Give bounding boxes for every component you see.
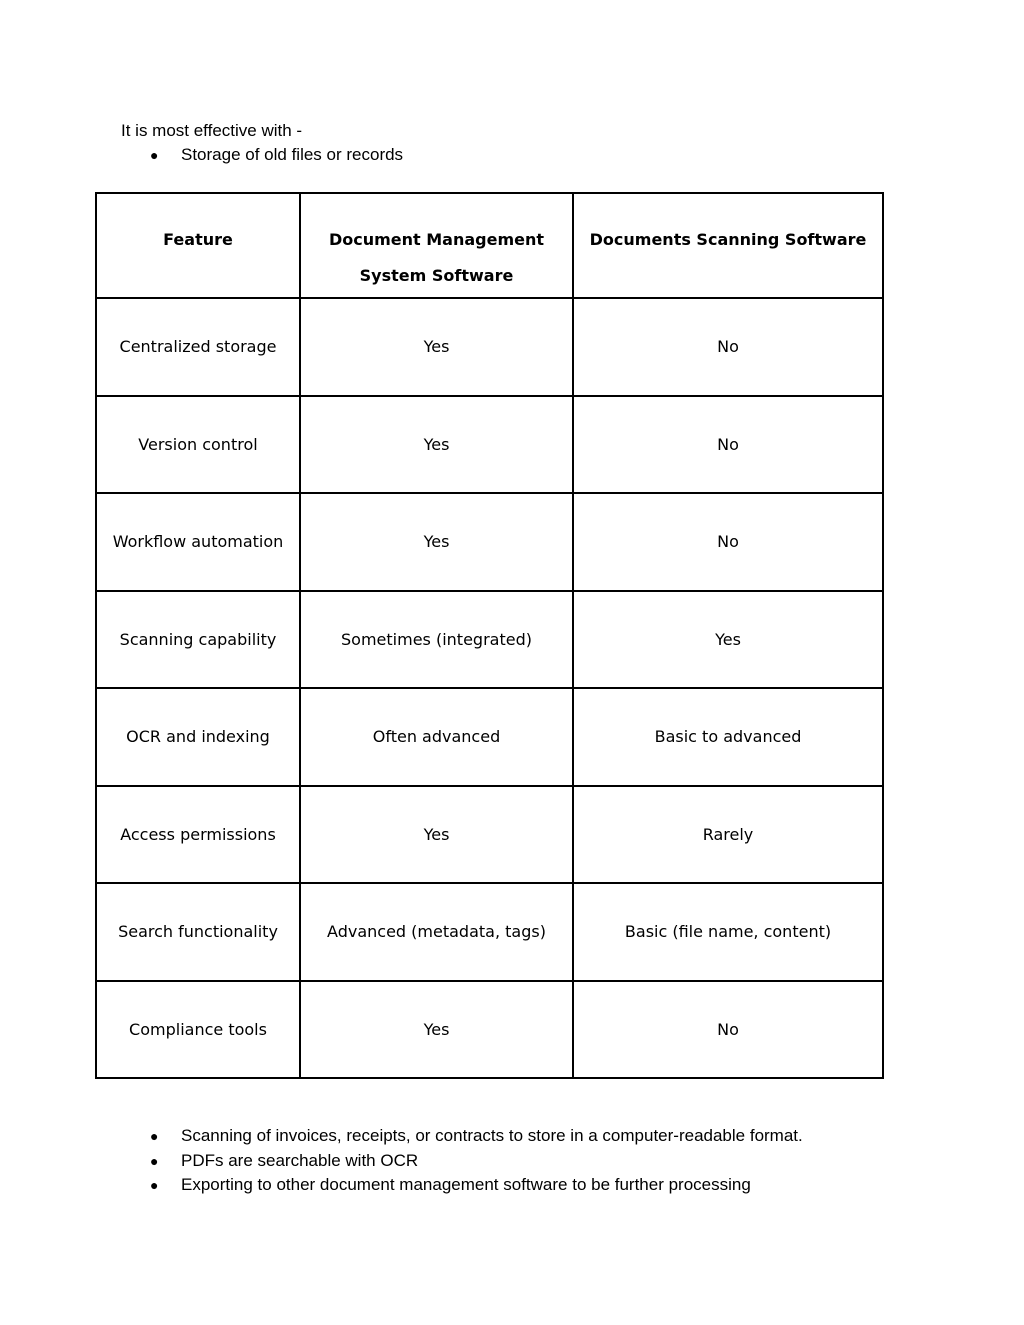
column-header-dms: Document Management System Software [300, 193, 573, 298]
dms-cell: Advanced (metadata, tags) [300, 883, 573, 981]
list-item-text: Storage of old files or records [181, 145, 404, 164]
table-row [96, 883, 883, 981]
dms-cell: Sometimes (integrated) [300, 591, 573, 689]
table-row [96, 298, 883, 396]
table-row [96, 786, 883, 884]
dms-cell: Yes [300, 493, 573, 591]
list-item-text: Scanning of invoices, receipts, or contracts to store in a computer-readable format. [181, 1126, 803, 1145]
bullet-icon: ● [150, 147, 159, 163]
column-header-feature: Feature [96, 193, 300, 298]
scanning-cell: Yes [573, 591, 883, 689]
scanning-cell: No [573, 396, 883, 494]
feature-cell: OCR and indexing [96, 688, 300, 786]
list-item-text: PDFs are searchable with OCR [181, 1150, 419, 1170]
feature-cell: Workflow automation [96, 493, 300, 591]
bullet-list-top [150, 143, 403, 168]
list-item-text: Exporting to other document management software to be further processing [181, 1175, 751, 1194]
scanning-cell: Basic (file name, content) [573, 883, 883, 981]
table-row [96, 493, 883, 591]
list-item [150, 1124, 803, 1149]
table-row [96, 591, 883, 689]
feature-cell: Scanning capability [96, 591, 300, 689]
scanning-cell: Rarely [573, 786, 883, 884]
list-item [150, 143, 403, 168]
scanning-cell: No [573, 298, 883, 396]
table-header-row [96, 193, 883, 298]
comparison-table [95, 192, 884, 1079]
feature-cell: Centralized storage [96, 298, 300, 396]
table-row [96, 981, 883, 1079]
feature-cell: Version control [96, 396, 300, 494]
dms-cell: Yes [300, 298, 573, 396]
column-header-scanning: Documents Scanning Software [573, 193, 883, 298]
bullet-icon: ● [150, 1152, 159, 1169]
dms-cell: Yes [300, 786, 573, 884]
scanning-cell: No [573, 493, 883, 591]
intro-text: It is most effective with - [121, 121, 303, 140]
scanning-cell: No [573, 981, 883, 1079]
list-item [150, 1149, 803, 1174]
dms-cell: Yes [300, 396, 573, 494]
table-row [96, 396, 883, 494]
bullet-list-bottom [150, 1124, 803, 1198]
bullet-icon: ● [150, 1177, 159, 1193]
feature-cell: Search functionality [96, 883, 300, 981]
feature-cell: Compliance tools [96, 981, 300, 1079]
bullet-icon: ● [150, 1128, 159, 1144]
dms-cell: Yes [300, 981, 573, 1079]
list-item [150, 1173, 803, 1198]
table-row [96, 688, 883, 786]
dms-cell: Often advanced [300, 688, 573, 786]
scanning-cell: Basic to advanced [573, 688, 883, 786]
feature-cell: Access permissions [96, 786, 300, 884]
